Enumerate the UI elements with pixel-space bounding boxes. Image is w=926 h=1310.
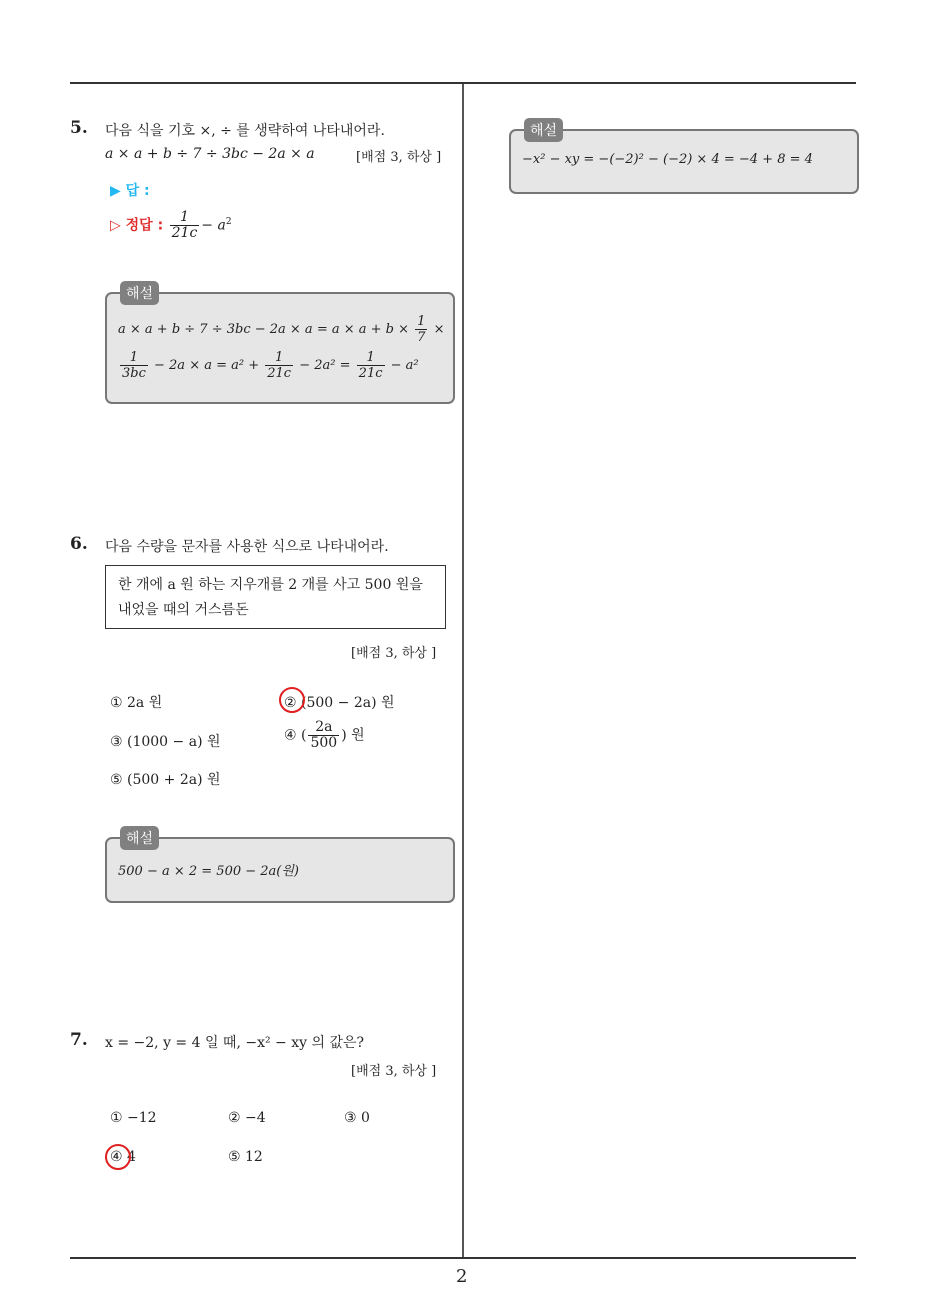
q6-option-4[interactable]: ④ ( $\frac{2a}{500}$ ) 원 xyxy=(284,719,365,751)
q7-score: [배점 3, 하상 ] xyxy=(351,1064,437,1079)
q7-solution-tag: 해설 xyxy=(524,118,563,142)
q6-question: 다음 수량을 문자를 사용한 식으로 나타내어라. xyxy=(105,539,389,555)
q7-question: x = −2, y = 4 일 때, −x² − xy 의 값은? xyxy=(105,1035,365,1051)
q6-box-line1: 한 개에 a 원 하는 지우개를 2 개를 사고 500 원을 xyxy=(118,577,423,593)
q7-option-3[interactable]: ③ 0 xyxy=(344,1110,370,1126)
q7-option-5[interactable]: ⑤ 12 xyxy=(228,1149,263,1165)
q5-correct-fraction: $\frac{1}{21c}$ xyxy=(171,209,198,241)
q7-solution-text: −x² − xy = −(−2)² − (−2) × 4 = −4 + 8 = 4 xyxy=(522,152,813,167)
q6-number: 6. xyxy=(70,534,88,554)
q6-score: [배점 3, 하상 ] xyxy=(351,646,437,661)
bottom-rule xyxy=(70,1257,856,1259)
q5-solution-line2: $\frac{1}{3bc}$ − 2a × a = a² + $\frac{1}{21c}$ − 2a² = $\frac{1}{21c}$ − a² xyxy=(122,350,419,381)
q5-score: [배점 3, 하상 ] xyxy=(356,150,442,165)
q6-selected-mark xyxy=(279,687,305,713)
page-number: 2 xyxy=(456,1266,468,1287)
q6-option-3[interactable]: ③ (1000 − a) 원 xyxy=(110,734,221,750)
q6-condition-box xyxy=(105,565,446,629)
q6-box-line2: 내었을 때의 거스름돈 xyxy=(118,602,249,618)
q6-solution-text: 500 − a × 2 = 500 − 2a(원) xyxy=(118,864,299,879)
q5-question: 다음 식을 기호 ×, ÷ 를 생략하여 나타내어라. xyxy=(105,123,385,139)
q5-solution-box xyxy=(105,292,455,404)
q5-solution-tag: 해설 xyxy=(120,281,159,305)
q5-correct-label: ▷ 정답 : xyxy=(110,217,164,234)
q7-number: 7. xyxy=(70,1030,88,1050)
q6-option-5[interactable]: ⑤ (500 + 2a) 원 xyxy=(110,772,221,788)
q5-number: 5. xyxy=(70,118,88,138)
q7-option-2[interactable]: ② −4 xyxy=(228,1110,266,1126)
q7-option-4[interactable]: ④ 4 xyxy=(110,1149,136,1165)
q5-correct-answer: ▷ 정답 : $\frac{1}{21c}$ − $a^2$ xyxy=(110,209,232,241)
q7-option-1[interactable]: ① −12 xyxy=(110,1110,157,1126)
q5-solution-line1: a × a + b ÷ 7 ÷ 3bc − 2a × a = a × a + b × $\frac{1}{7}$ × xyxy=(118,314,445,345)
q7-selected-mark xyxy=(105,1144,131,1170)
q5-answer-label: ▶ 답 : xyxy=(110,183,150,199)
q6-option-2[interactable]: ② (500 − 2a) 원 xyxy=(284,695,395,711)
q5-expression: a × a + b ÷ 7 ÷ 3bc − 2a × a xyxy=(105,146,315,162)
q6-solution-tag: 해설 xyxy=(120,826,159,850)
q6-option-1[interactable]: ① 2a 원 xyxy=(110,695,163,711)
column-divider xyxy=(462,84,464,1259)
